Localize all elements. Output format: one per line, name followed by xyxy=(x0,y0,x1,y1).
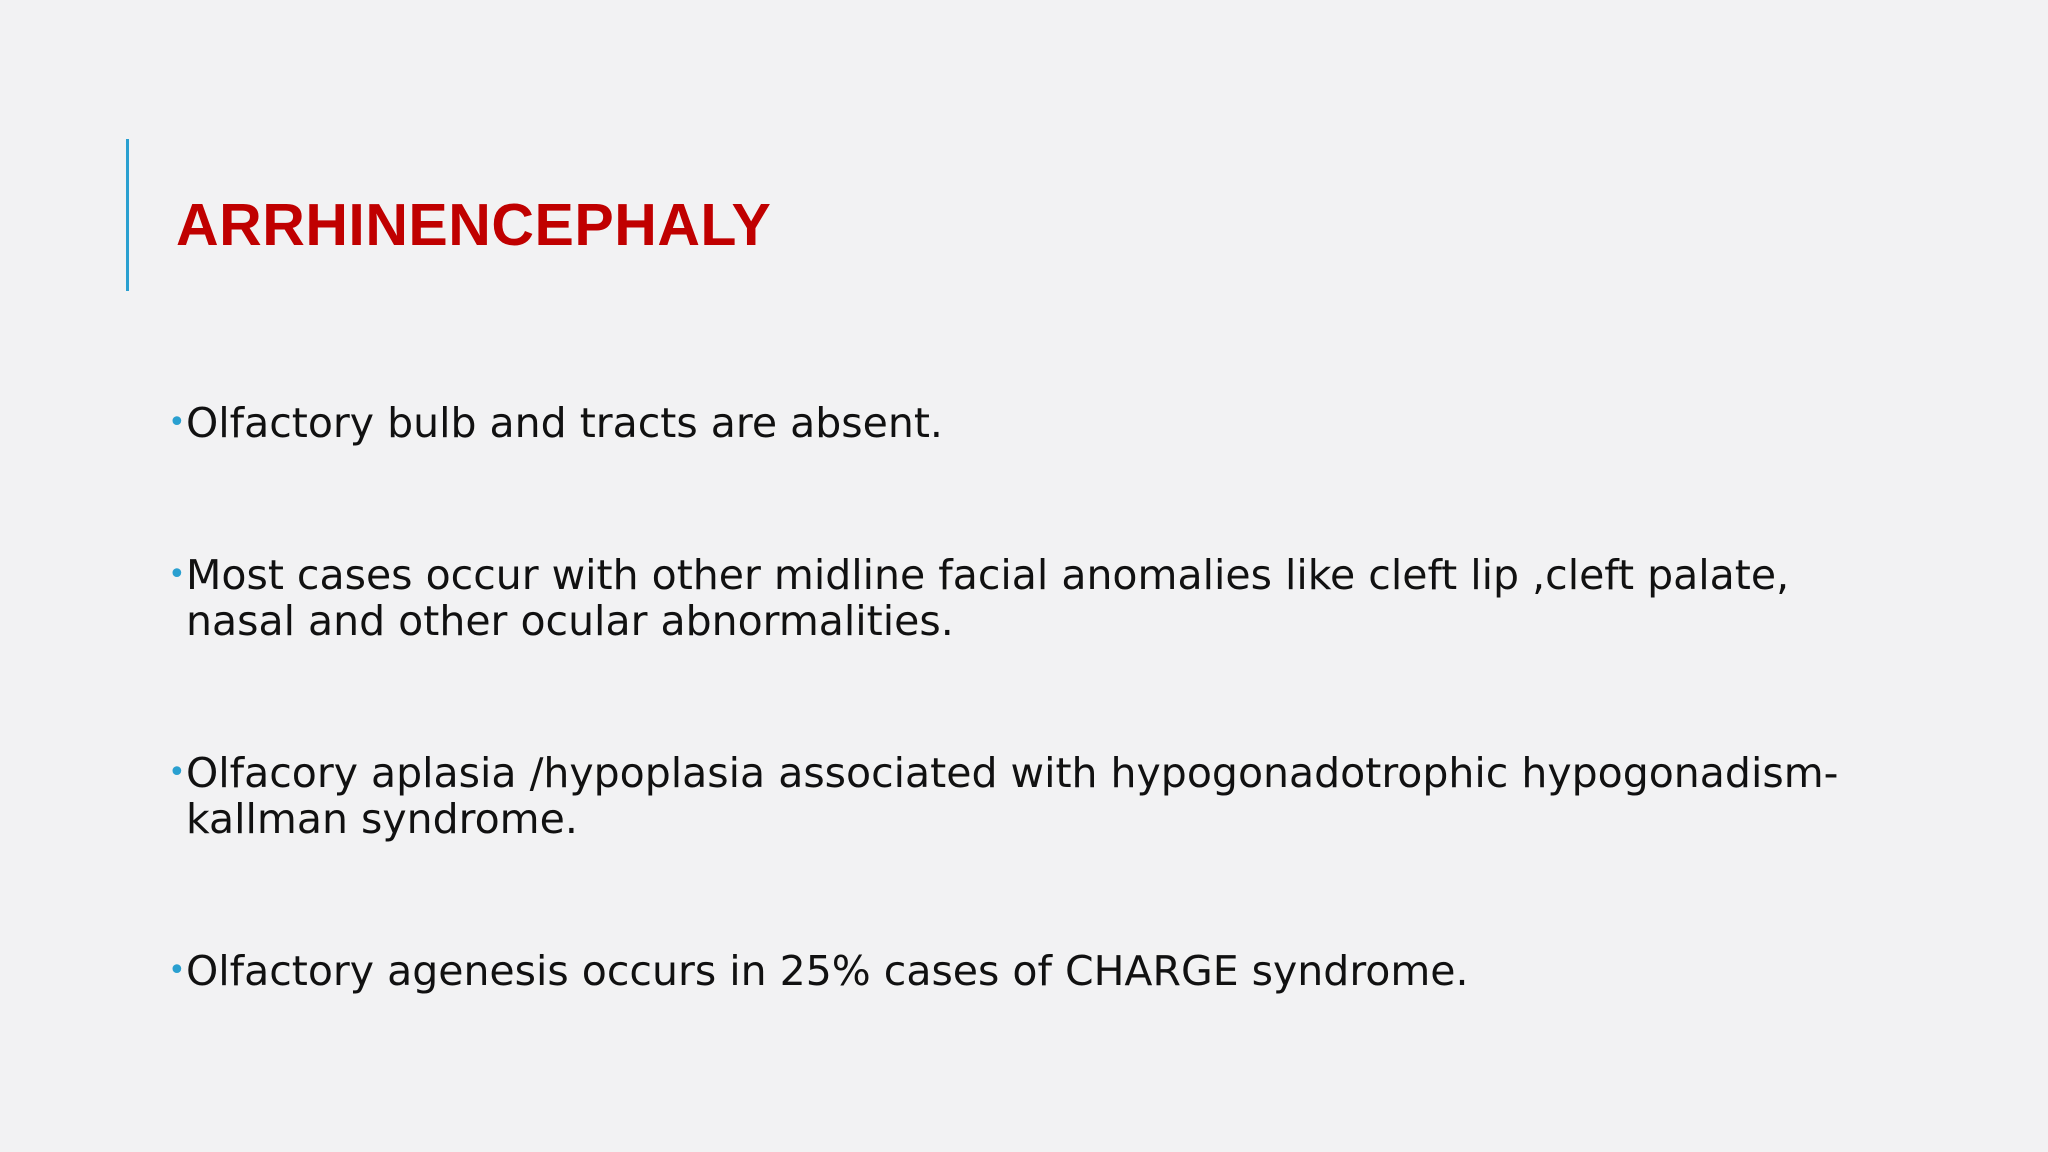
bullet-text: Most cases occur with other midline facial anomalies like cleft lip ,cleft palate, nasal and other ocular abnormalities. xyxy=(186,551,1790,645)
bullet-item xyxy=(168,948,1908,994)
bullet-text: Olfactory agenesis occurs in 25% cases of CHARGE syndrome. xyxy=(186,947,1469,995)
bullet-text: Olfacory aplasia /hypoplasia associated with hypogonadotrophic hypogonadism- kallman syndrome. xyxy=(186,749,1839,843)
bullet-dot-icon: • xyxy=(168,405,186,440)
bullet-dot-icon: • xyxy=(168,557,186,592)
bullet-dot-icon: • xyxy=(168,755,186,790)
bullet-item xyxy=(168,400,1908,446)
bullet-item xyxy=(168,750,1908,842)
bullet-text: Olfactory bulb and tracts are absent. xyxy=(186,399,943,447)
slide-title: ARRHINENCEPHALY xyxy=(176,192,772,258)
title-accent-bar xyxy=(126,139,129,291)
bullet-item xyxy=(168,552,1908,644)
bullet-list xyxy=(168,400,1908,1100)
bullet-dot-icon: • xyxy=(168,953,186,988)
